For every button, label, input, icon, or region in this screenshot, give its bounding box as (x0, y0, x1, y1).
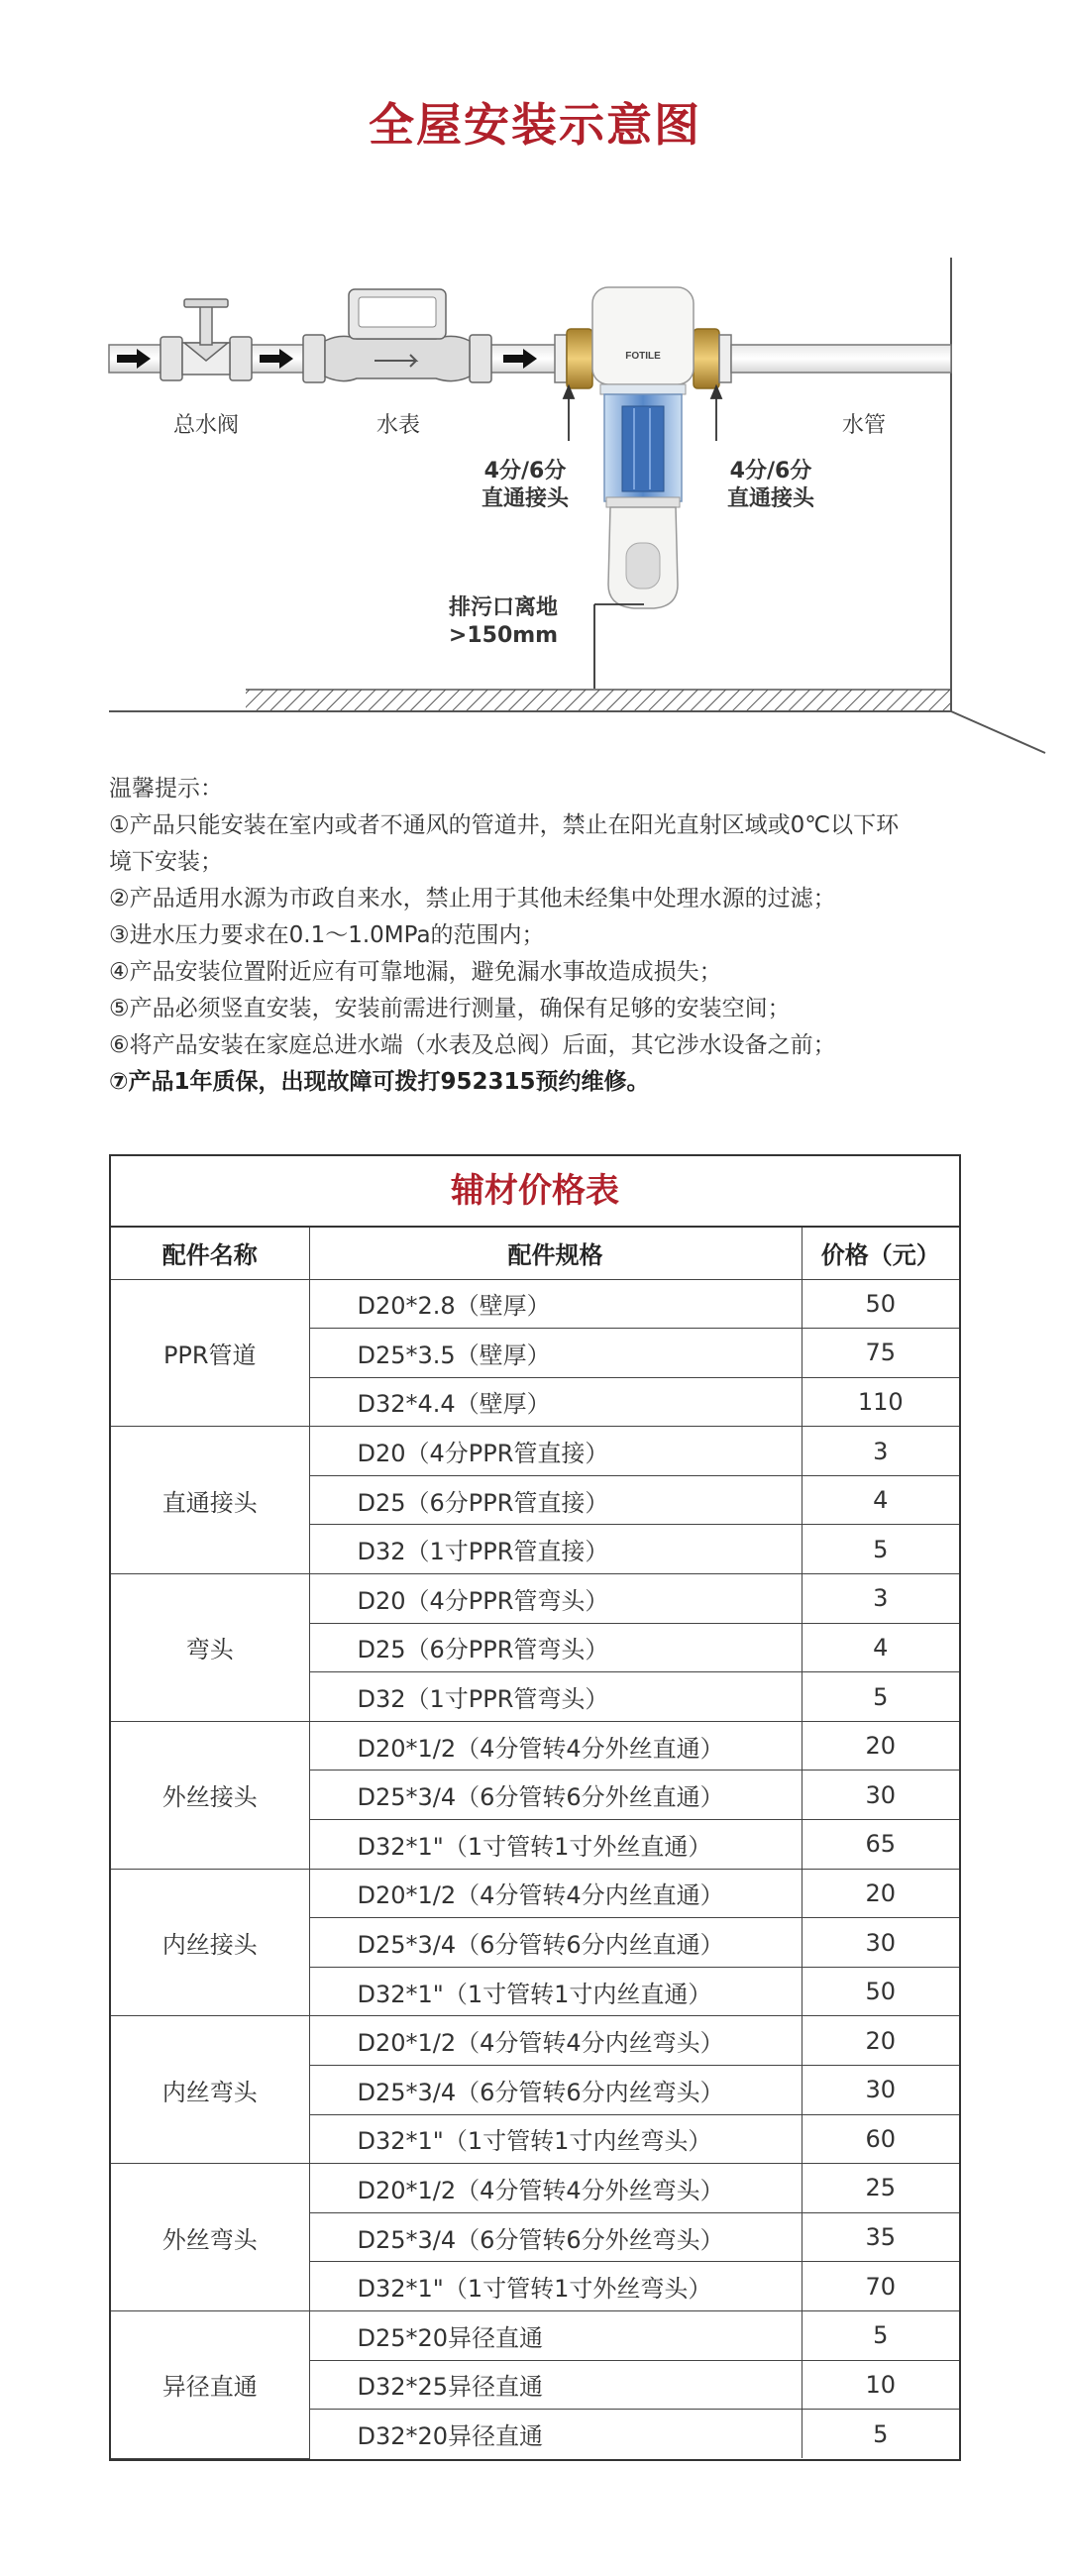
part-spec: D25（6分PPR管直接） (309, 1475, 802, 1525)
joint-right-label-line2: 直通接头 (726, 486, 815, 511)
part-price: 70 (802, 2262, 959, 2311)
part-price: 35 (802, 2212, 959, 2262)
header-part-spec: 配件规格 (309, 1228, 802, 1279)
wall-right (951, 258, 1045, 753)
floor-hatch (246, 690, 951, 711)
part-category: 弯头 (111, 1574, 309, 1722)
part-category: 外丝接头 (111, 1721, 309, 1869)
water-meter-label: 水表 (375, 413, 421, 438)
tip-item: ②产品适用水源为市政自来水，禁止用于其他未经集中处理水源的过滤； (109, 886, 836, 912)
part-price: 60 (802, 2114, 959, 2164)
part-price: 30 (802, 1918, 959, 1968)
tip-item: ④产品安装位置附近应有可靠地漏，避免漏水事故造成损失； (109, 959, 722, 985)
part-spec: D25*3/4（6分管转6分外丝直通） (309, 1771, 802, 1820)
price-table-title: 辅材价格表 (111, 1156, 959, 1228)
tip-item: ①产品只能安装在室内或者不通风的管道井，禁止在阳光直射区域或0℃以下环 (109, 812, 900, 838)
table-row (111, 2310, 959, 2360)
part-spec: D32*25异径直通 (309, 2360, 802, 2410)
water-pipe-right (731, 345, 951, 373)
tip-item: 境下安装； (109, 849, 223, 875)
part-price: 5 (802, 2310, 959, 2360)
part-spec: D20*2.8（壁厚） (309, 1279, 802, 1329)
joint-left-label-line2: 直通接头 (481, 486, 570, 511)
part-spec: D32（1寸PPR管弯头） (309, 1672, 802, 1722)
table-row (111, 1721, 959, 1771)
table-row (111, 2016, 959, 2066)
tips-heading: 温馨提示： (109, 776, 223, 802)
part-spec: D20*1/2（4分管转4分外丝直通） (309, 1721, 802, 1771)
water-pipe-label: 水管 (841, 413, 887, 438)
part-price: 20 (802, 1869, 959, 1918)
part-spec: D25（6分PPR管弯头） (309, 1623, 802, 1672)
table-row (111, 1427, 959, 1476)
table-header-row (111, 1228, 959, 1279)
part-category: 异径直通 (111, 2310, 309, 2458)
drain-label-line1: 排污口离地 (448, 595, 559, 620)
part-price: 3 (802, 1427, 959, 1476)
part-spec: D32*1"（1寸管转1寸内丝直通） (309, 1967, 802, 2016)
part-price: 110 (802, 1377, 959, 1427)
part-price: 50 (802, 1967, 959, 2016)
part-spec: D25*3/4（6分管转6分内丝直通） (309, 1918, 802, 1968)
part-spec: D32*1"（1寸管转1寸外丝弯头） (309, 2262, 802, 2311)
part-spec: D20*1/2（4分管转4分外丝弯头） (309, 2164, 802, 2213)
part-price: 4 (802, 1623, 959, 1672)
drain-label-line2: >150mm (448, 623, 559, 648)
part-price: 10 (802, 2360, 959, 2410)
tip-item: ⑤产品必须竖直安装，安装前需进行测量，确保有足够的安装空间； (109, 996, 791, 1021)
tip-item: ⑥将产品安装在家庭总进水端（水表及总阀）后面，其它涉水设备之前； (109, 1032, 836, 1058)
main-valve-label: 总水阀 (172, 413, 240, 438)
part-spec: D32*1"（1寸管转1寸外丝直通） (309, 1820, 802, 1870)
part-price: 5 (802, 1672, 959, 1722)
part-spec: D32*1"（1寸管转1寸内丝弯头） (309, 2114, 802, 2164)
brass-joint-left (555, 329, 592, 388)
page-title: 全屋安装示意图 (369, 98, 701, 152)
part-category: 内丝接头 (111, 1869, 309, 2016)
part-price: 5 (802, 1525, 959, 1574)
part-price: 4 (802, 1475, 959, 1525)
main-valve-icon (160, 299, 252, 380)
table-row (111, 1869, 959, 1918)
part-category: 直通接头 (111, 1427, 309, 1574)
part-category: 外丝弯头 (111, 2164, 309, 2311)
part-price: 30 (802, 1771, 959, 1820)
part-spec: D32（1寸PPR管直接） (309, 1525, 802, 1574)
part-spec: D25*3/4（6分管转6分外丝弯头） (309, 2212, 802, 2262)
part-spec: D20（4分PPR管直接） (309, 1427, 802, 1476)
part-category: 内丝弯头 (111, 2016, 309, 2164)
part-spec: D32*4.4（壁厚） (309, 1377, 802, 1427)
part-price: 30 (802, 2066, 959, 2115)
water-meter-icon (303, 289, 491, 382)
price-table-section (109, 1154, 961, 2461)
part-price: 25 (802, 2164, 959, 2213)
table-row (111, 1574, 959, 1624)
part-spec: D20（4分PPR管弯头） (309, 1574, 802, 1624)
part-price: 65 (802, 1820, 959, 1870)
tips-section (109, 771, 981, 1101)
part-category: PPR管道 (111, 1279, 309, 1427)
part-spec: D25*3/4（6分管转6分内丝弯头） (309, 2066, 802, 2115)
part-price: 5 (802, 2410, 959, 2459)
brand-logo: FOTILE (625, 351, 661, 362)
part-spec: D32*20异径直通 (309, 2410, 802, 2459)
price-table (111, 1228, 959, 2459)
water-filter-icon (592, 287, 694, 608)
part-spec: D20*1/2（4分管转4分内丝弯头） (309, 2016, 802, 2066)
part-price: 50 (802, 1279, 959, 1329)
joint-left-label-line1: 4分/6分 (483, 459, 567, 483)
header-price: 价格（元） (802, 1228, 959, 1279)
table-row (111, 1279, 959, 1329)
part-spec: D20*1/2（4分管转4分内丝直通） (309, 1869, 802, 1918)
header-part-name: 配件名称 (111, 1228, 309, 1279)
tip-item-warranty: ⑦产品1年质保，出现故障可拨打952315预约维修。 (109, 1069, 650, 1095)
table-row (111, 2164, 959, 2213)
part-price: 20 (802, 1721, 959, 1771)
part-price: 3 (802, 1574, 959, 1624)
part-price: 20 (802, 2016, 959, 2066)
installation-diagram (0, 238, 1070, 763)
tip-item: ③进水压力要求在0.1～1.0MPa的范围内； (109, 922, 545, 948)
part-spec: D25*20异径直通 (309, 2310, 802, 2360)
joint-right-label-line1: 4分/6分 (729, 459, 812, 483)
brass-joint-right (694, 329, 731, 388)
part-price: 75 (802, 1329, 959, 1378)
part-spec: D25*3.5（壁厚） (309, 1329, 802, 1378)
